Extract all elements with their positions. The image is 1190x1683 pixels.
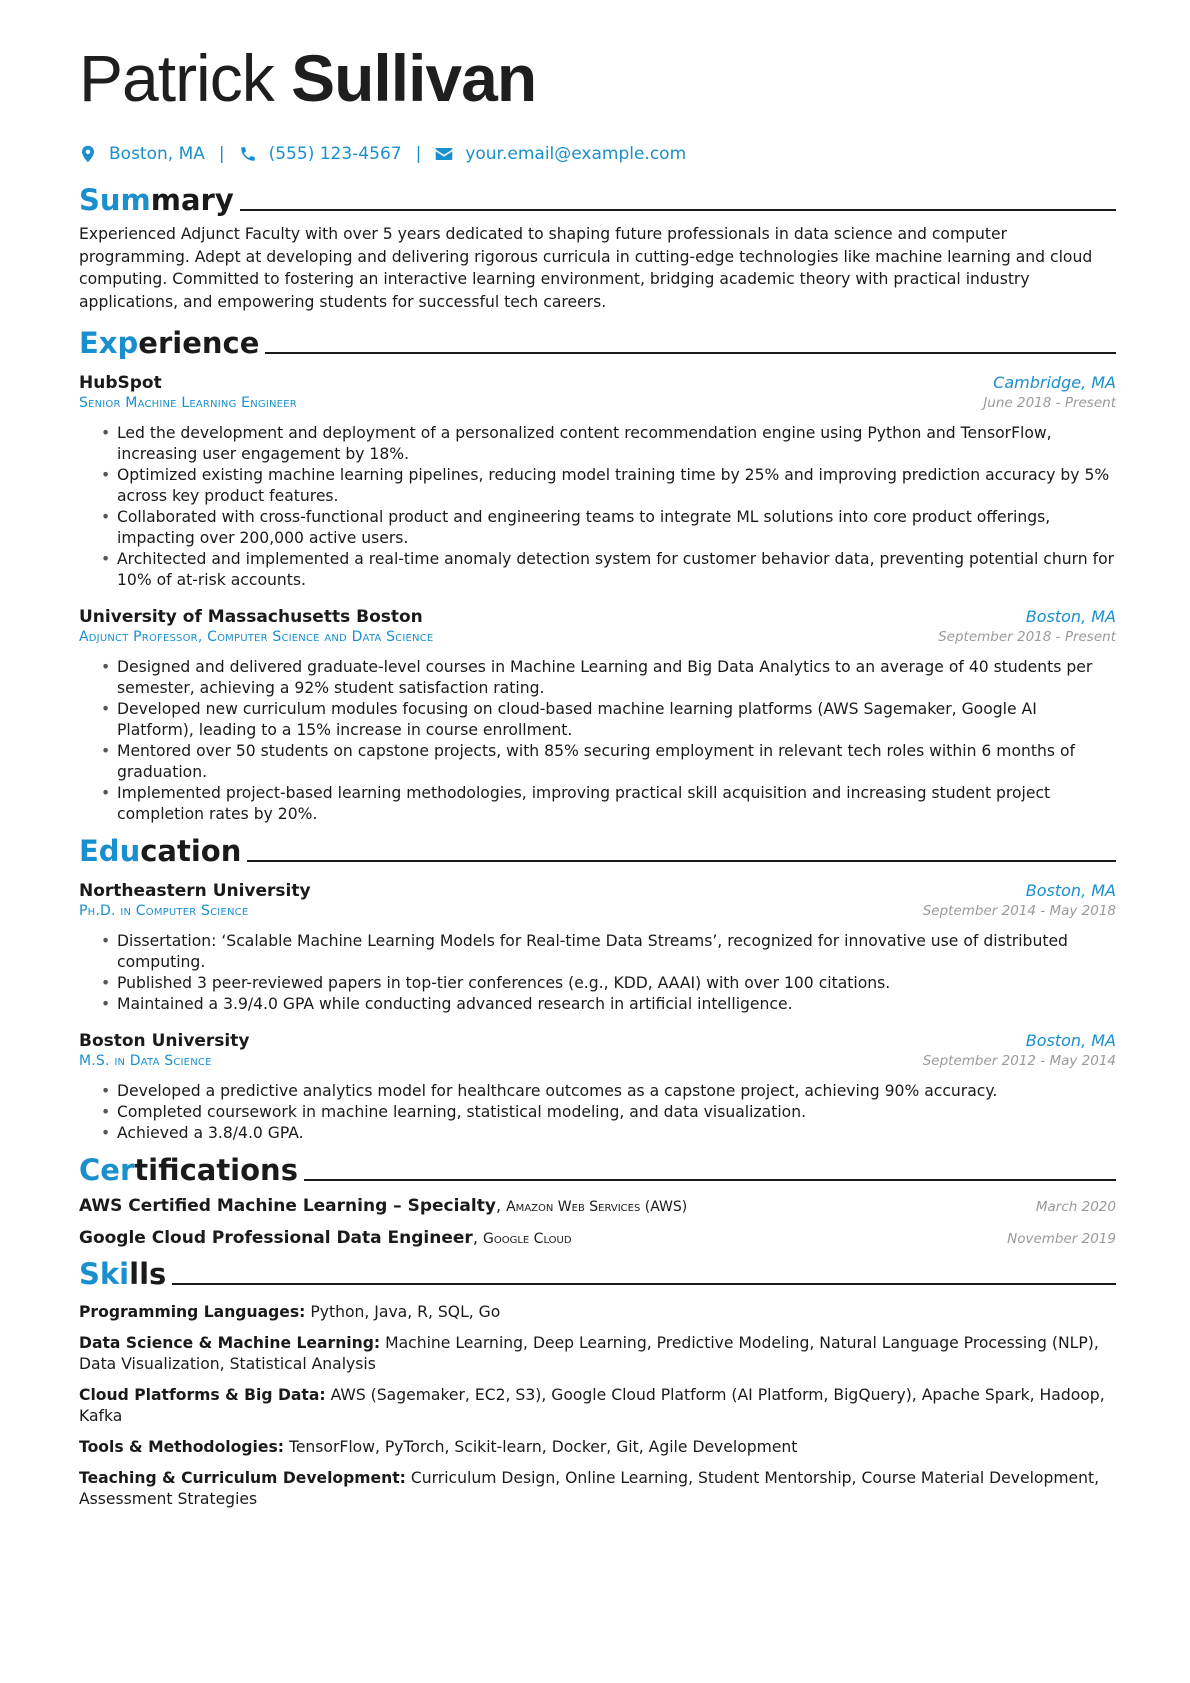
location-text: Boston, MA — [109, 144, 205, 164]
section-title-experience — [79, 325, 1116, 361]
first-name: Patrick — [79, 41, 274, 115]
bullet-item: • Developed a predictive analytics model for healthcare outcomes as a capstone project, achieving 90% accuracy. — [101, 1081, 1116, 1102]
certification-date: November 2019 — [1007, 1231, 1116, 1247]
section-title-accent: Ski — [79, 1257, 130, 1291]
skill-row — [79, 1302, 1116, 1323]
last-name: Sullivan — [291, 41, 537, 115]
entry-location: Boston, MA — [1025, 881, 1116, 900]
skill-row — [79, 1468, 1116, 1510]
bullet-item: • Developed new curriculum modules focusing on cloud-based machine learning platforms (AWS Sagemaker, Google AI Platform), leading to a 15% increase in course enrollment. — [101, 699, 1116, 741]
entry-dates: June 2018 - Present — [983, 395, 1116, 411]
skill-value: AWS (Sagemaker, EC2, S3), Google Cloud Platform (AI Platform, BigQuery), Apache Spark, Hadoop, Kafka — [79, 1386, 1105, 1425]
entry-location: Cambridge, MA — [993, 373, 1116, 392]
certification-name: AWS Certified Machine Learning – Specialty — [79, 1196, 496, 1216]
skill-row — [79, 1437, 1116, 1458]
candidate-name — [79, 36, 1116, 120]
bullet-item: • Designed and delivered graduate-level courses in Machine Learning and Big Data Analytics to an average of 40 students per semester, achieving a 92% student satisfaction rating. — [101, 657, 1116, 699]
experience-entry — [79, 371, 1116, 591]
section-rule — [240, 209, 1116, 211]
degree: Ph.D. in Computer Science — [79, 903, 249, 919]
bullet-item: • Led the development and deployment of a personalized content recommendation engine using Python and TensorFlow, increasing user engagement by 18%. — [101, 423, 1116, 465]
bullet-item: • Dissertation: ‘Scalable Machine Learning Models for Real-time Data Streams’, recognized for innovative use of distributed computing. — [101, 931, 1116, 973]
entry-dates: September 2014 - May 2018 — [922, 903, 1116, 919]
section-title-rest: lls — [129, 1257, 167, 1291]
section-title-rest: mary — [150, 183, 234, 217]
institution: Boston University — [79, 1031, 250, 1051]
skill-label: Teaching & Curriculum Development: — [79, 1469, 406, 1487]
entry-location: Boston, MA — [1025, 1031, 1116, 1050]
section-title-certifications — [79, 1152, 1116, 1188]
contact-line — [79, 140, 1116, 168]
certification-item — [79, 1196, 1116, 1216]
envelope-icon — [435, 145, 453, 163]
skill-label: Tools & Methodologies: — [79, 1438, 284, 1456]
bullet-item: • Architected and implemented a real-time anomaly detection system for customer behavior data, preventing potential churn for 10% of at-risk accounts. — [101, 549, 1116, 591]
bullet-list — [79, 1081, 1116, 1144]
contact-location — [79, 144, 205, 164]
bullet-item: • Implemented project-based learning methodologies, improving practical skill acquisition and increasing student project completion rates by 20%. — [101, 783, 1116, 825]
education-entry — [79, 879, 1116, 1015]
certification-comma: , — [495, 1196, 507, 1215]
bullet-list — [79, 931, 1116, 1015]
section-title-rest: erience — [138, 326, 260, 360]
certification-name: Google Cloud Professional Data Engineer — [79, 1228, 473, 1248]
certification-issuer: Amazon Web Services (AWS) — [506, 1199, 688, 1215]
skill-label: Data Science & Machine Learning: — [79, 1334, 381, 1352]
job-title: Adjunct Professor, Computer Science and Data Science — [79, 629, 434, 645]
organization: HubSpot — [79, 373, 162, 393]
experience-entry — [79, 605, 1116, 825]
bullet-item: • Completed coursework in machine learning, statistical modeling, and data visualization. — [101, 1102, 1116, 1123]
bullet-item: • Published 3 peer-reviewed papers in top-tier conferences (e.g., KDD, AAAI) with over 100 citations. — [101, 973, 1116, 994]
skill-value: Python, Java, R, SQL, Go — [310, 1303, 501, 1321]
summary-text: Experienced Adjunct Faculty with over 5 years dedicated to shaping future professionals in data science and computer programming. Adept at developing and delivering rigorous curricula in cutting-edge technologies like machine learning and cloud computing. Committed to fostering an interactive learning environment, bridging academic theory with practical industry applications, and empowering students for successful tech careers. — [79, 225, 1093, 311]
contact-phone[interactable] — [239, 144, 402, 164]
certification-item — [79, 1228, 1116, 1248]
entry-dates: September 2012 - May 2014 — [922, 1053, 1116, 1069]
education-entry — [79, 1029, 1116, 1144]
bullet-item: • Achieved a 3.8/4.0 GPA. — [101, 1123, 1116, 1144]
contact-email[interactable] — [435, 144, 686, 164]
certification-date: March 2020 — [1035, 1199, 1116, 1215]
skill-label: Cloud Platforms & Big Data: — [79, 1386, 326, 1404]
section-rule — [172, 1283, 1116, 1285]
section-title-rest: tifications — [134, 1153, 298, 1187]
map-pin-icon — [79, 145, 97, 163]
institution: Northeastern University — [79, 881, 311, 901]
skill-row — [79, 1385, 1116, 1427]
phone-text: (555) 123-4567 — [268, 144, 402, 164]
bullet-item: • Optimized existing machine learning pipelines, reducing model training time by 25% and improving prediction accuracy by 5% across key product features. — [101, 465, 1116, 507]
section-title-accent: Exp — [79, 326, 139, 360]
bullet-item: • Mentored over 50 students on capstone projects, with 85% securing employment in relevant tech roles within 6 months of graduation. — [101, 741, 1116, 783]
section-title-skills — [79, 1256, 1116, 1292]
degree: M.S. in Data Science — [79, 1053, 212, 1069]
section-rule — [247, 860, 1116, 862]
section-title-summary — [79, 182, 1116, 218]
skill-row — [79, 1333, 1116, 1375]
entry-location: Boston, MA — [1025, 607, 1116, 626]
skill-label: Programming Languages: — [79, 1303, 306, 1321]
contact-separator: | — [415, 144, 422, 164]
bullet-item: • Collaborated with cross-functional product and engineering teams to integrate ML solutions into core product offerings, impacting over 200,000 active users. — [101, 507, 1116, 549]
section-rule — [304, 1179, 1116, 1181]
bullet-list — [79, 657, 1116, 825]
entry-dates: September 2018 - Present — [938, 629, 1116, 645]
organization: University of Massachusetts Boston — [79, 607, 423, 627]
section-title-accent: Sum — [79, 183, 151, 217]
email-text: your.email@example.com — [465, 144, 687, 164]
certification-issuer: Google Cloud — [482, 1231, 572, 1247]
section-title-education — [79, 833, 1116, 869]
skill-value: TensorFlow, PyTorch, Scikit-learn, Docker, Git, Agile Development — [288, 1438, 798, 1456]
section-rule — [265, 352, 1116, 354]
bullet-item: • Maintained a 3.9/4.0 GPA while conducting advanced research in artificial intelligence. — [101, 994, 1116, 1015]
bullet-list — [79, 423, 1116, 591]
job-title: Senior Machine Learning Engineer — [79, 395, 297, 411]
phone-icon — [239, 145, 257, 163]
skill-value: Machine Learning, Deep Learning, Predictive Modeling, Natural Language Processing (NLP), Data Visualization, Statistical Analysis — [79, 1334, 1099, 1373]
section-title-rest: cation — [140, 834, 242, 868]
section-title-accent: Cer — [79, 1153, 135, 1187]
contact-separator: | — [218, 144, 225, 164]
skill-value: Curriculum Design, Online Learning, Student Mentorship, Course Material Development, Assessment Strategies — [79, 1469, 1100, 1508]
section-title-accent: Edu — [79, 834, 141, 868]
certification-comma: , — [472, 1228, 483, 1247]
